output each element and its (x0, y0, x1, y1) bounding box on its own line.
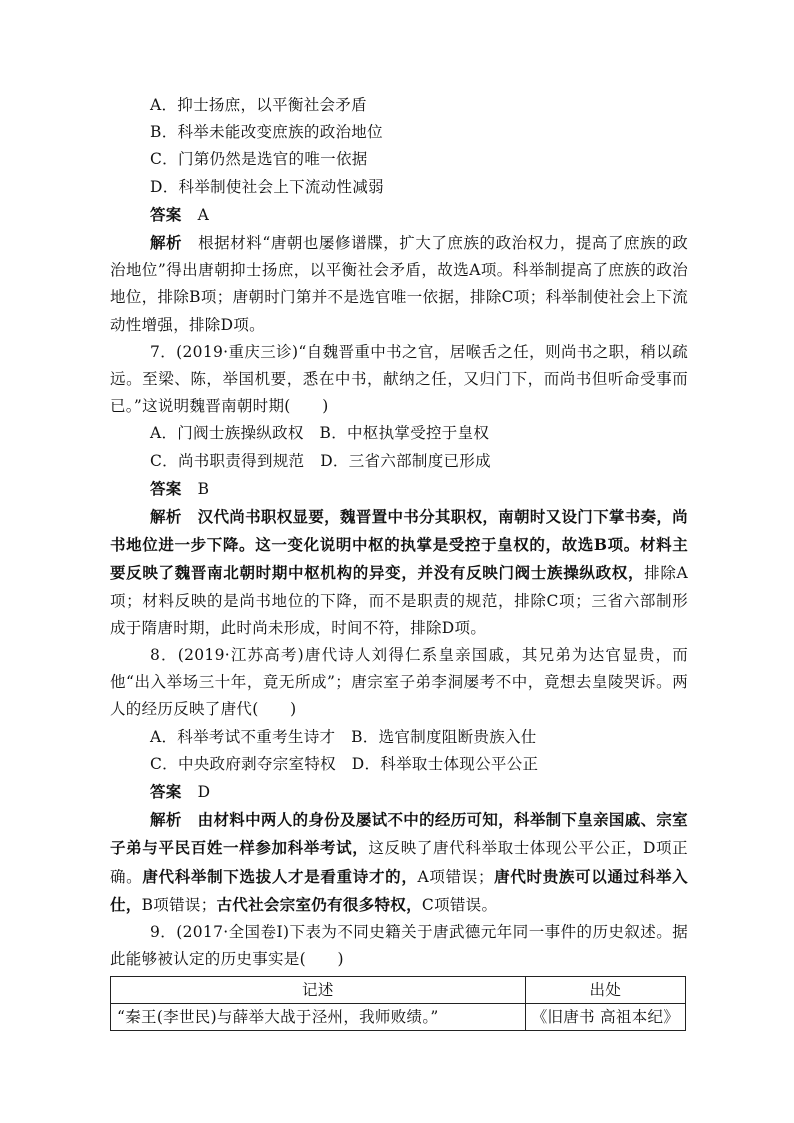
table-header-row (111, 976, 686, 1003)
q8-option-c: C．中央政府剥夺宗室特权 (150, 754, 336, 773)
q7-options-row-2 (110, 448, 688, 475)
q9-source-table (110, 976, 686, 1031)
q7-analysis-text: 材料主要反映了魏晋南北朝时期中枢机构的异变，并没有反映门阀士族操纵政权， (110, 535, 688, 583)
q6-answer (110, 201, 688, 229)
q6-option-a: A．抑士扬庶，以平衡社会矛盾 (150, 96, 367, 114)
q7-answer (110, 475, 688, 503)
q8-analysis (110, 806, 688, 919)
q7-answer-label: 答案 (150, 478, 182, 498)
table-cell-account: “秦王(李世民)与薛举大战于泾州，我师败绩。” (111, 1003, 526, 1030)
q7-stem: 7．(2019·重庆三诊)“自魏晋重中书之官，居喉舌之任，则尚书之职，稍以疏远。至梁、陈，举国机要，悉在中书，献纳之任，又归门下，而尚书但听命受事而已。”这说明魏晋南朝时期( ) (110, 342, 688, 416)
q6-option-b: B．科举未能改变庶族的政治地位 (150, 123, 383, 142)
q8-analysis-text: 由材料中两人的身份及屡试不中的经历可知，科举制下皇亲国戚、宗室子弟与平民百姓一样参加科举考试， (110, 810, 688, 858)
q8-options-row-1 (110, 724, 688, 751)
q6-analysis (110, 229, 688, 339)
q6-analysis-label: 解析 (150, 233, 183, 253)
q6-analysis-text: 。科举制提高了庶族的政治地位，排除B项；唐朝时门第并不是选官唯一依据，排除C项；科举制使社会上下流动性增强，排除D项。 (110, 261, 689, 334)
q8-analysis-label: 解析 (150, 810, 182, 830)
q7-answer-value: B (197, 479, 210, 498)
q7-option-a: A．门阀士族操纵政权 (150, 424, 304, 443)
q6-answer-label: 答案 (150, 204, 182, 224)
q7-option-b: B．中枢执掌受控于皇权 (319, 424, 490, 443)
q8-answer (110, 778, 688, 806)
q8-options-row-2 (110, 751, 688, 778)
q6-answer-value: A (197, 205, 210, 224)
table-header-account: 记述 (111, 976, 526, 1003)
q7-analysis-text: 汉代尚书职权显要，魏晋置中书分其职权，南朝时又设门下掌书奏，尚书地位进一步下降。 (110, 507, 688, 555)
q8-stem: 8．(2019·江苏高考)唐代诗人刘得仁系皇亲国戚，其兄弟为达官显贵，而他“出入举场三十年，竟无所成”；唐宗室子弟李洞屡考不中，竟想去皇陵哭诉。两人的经历反映了唐代( ) (110, 646, 688, 719)
q6-option-c: C．门第仍然是选官的唯一依据 (150, 150, 368, 169)
q8-answer-value: D (197, 783, 211, 802)
q8-analysis-text: 唐代科举制下选拔人才是看重诗才的， (142, 866, 418, 886)
q7-analysis-text: 排除A项；材料反映的是尚书地位的下降，而不是职责的规范，排除C项；三省六部制形成于隋唐时期，此时尚未形成，时间不符，排除D项。 (110, 564, 689, 637)
q8-analysis-text: 唐代时贵族可以通过科举入仕， (110, 866, 688, 914)
q8-analysis-text: A项错误； (417, 867, 494, 886)
q7-analysis-text: 这一变化说明中枢的执掌是受控于皇权的，故选B项。 (255, 535, 640, 555)
table-header-source: 出处 (525, 976, 685, 1003)
q8-option-b: B．选官制度阻断贵族入仕 (351, 727, 537, 746)
q6-option-d: D．科举制使社会上下流动性减弱 (150, 177, 384, 196)
q7-option-c: C．尚书职责得到规范 (150, 451, 305, 470)
table-cell-source: 《旧唐书 高祖本纪》 (525, 1003, 685, 1030)
q7-option-d: D．三省六部制度已形成 (320, 451, 491, 470)
q8-analysis-text: 古代社会宗室仍有很多特权， (216, 894, 422, 914)
q8-analysis-text: C项错误。 (421, 895, 498, 914)
q6-analysis-text: 得出唐朝抑士扬庶，以平衡社会矛盾，故选A项 (166, 261, 497, 280)
q8-analysis-text: B项错误； (141, 895, 217, 914)
q8-analysis-text: 这反映了唐代科举取士体现公平公正，D项正确。 (110, 839, 688, 886)
q7-options-row-1 (110, 420, 688, 447)
q8-option-a: A．科举考试不重考生诗才 (150, 727, 336, 746)
page-content (110, 92, 688, 1031)
q9-stem: 9．(2017·全国卷Ⅰ)下表为不同史籍关于唐武德元年同一事件的历史叙述。据此能够被认定的历史事实是( ) (110, 923, 688, 969)
q6-analysis-text: 根据材料“唐朝也屡修谱牒，扩大了庶族的政治权力，提高了庶族的政治地位” (110, 234, 688, 280)
table-row (111, 1003, 686, 1030)
q8-answer-label: 答案 (150, 782, 182, 802)
q7-analysis (110, 503, 688, 642)
q8-option-d: D．科举取士体现公平公正 (351, 754, 539, 773)
q7-analysis-label: 解析 (150, 507, 182, 527)
